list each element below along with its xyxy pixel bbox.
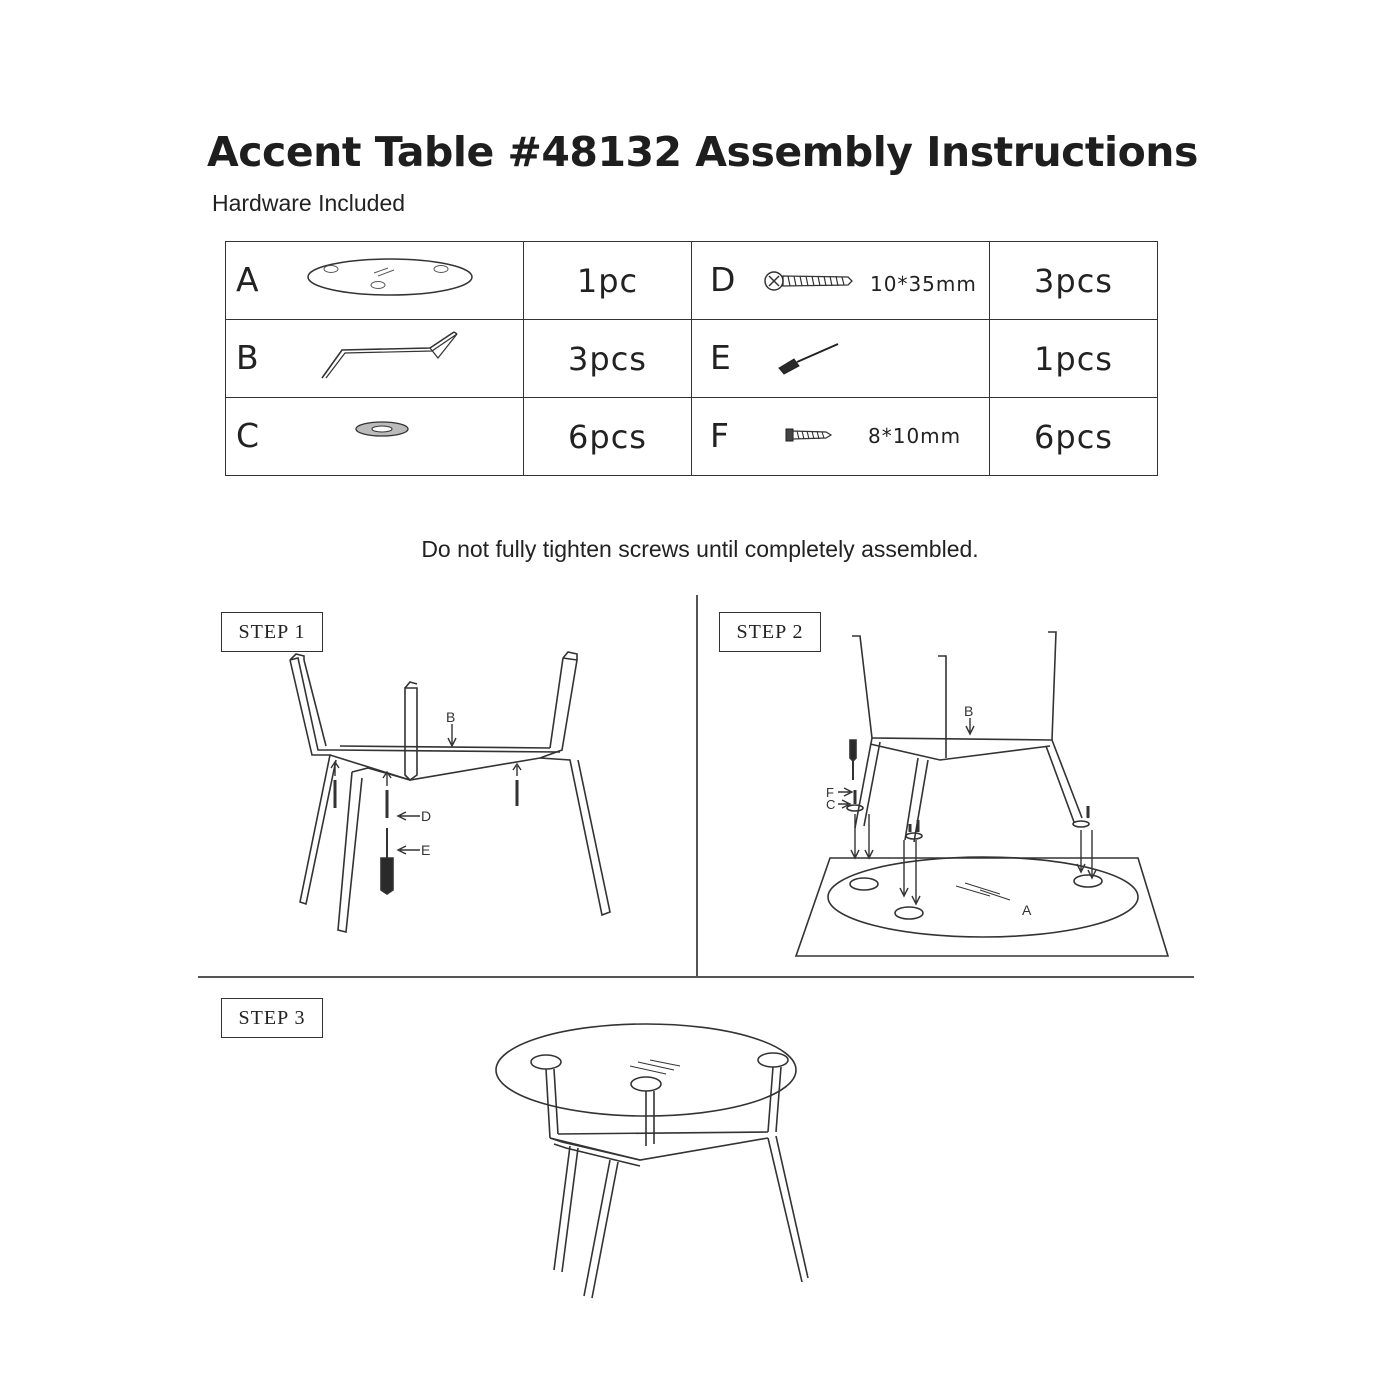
- hardware-table: [225, 241, 1158, 476]
- washer-icon: [354, 420, 410, 438]
- part-letter: B: [236, 338, 259, 377]
- part-qty: 3pcs: [990, 242, 1158, 320]
- vertical-divider: [696, 595, 698, 977]
- table-row: [226, 242, 1158, 320]
- leg-frame-icon: [318, 328, 468, 380]
- part-cell: [692, 320, 990, 398]
- callout-label: E: [421, 842, 431, 858]
- part-cell: [226, 398, 524, 476]
- part-cell: [692, 398, 990, 476]
- part-letter: C: [236, 416, 260, 455]
- long-screw-icon: [764, 268, 856, 294]
- part-qty: 1pc: [524, 242, 692, 320]
- part-letter: E: [710, 338, 731, 377]
- step-3-label: STEP 3: [221, 998, 323, 1038]
- callout-label: F: [826, 785, 834, 800]
- callout-label: B: [446, 709, 456, 725]
- part-letter: A: [236, 260, 259, 299]
- part-cell: [226, 242, 524, 320]
- part-qty: 6pcs: [524, 398, 692, 476]
- callout-label: A: [1022, 902, 1032, 918]
- part-qty: 1pcs: [990, 320, 1158, 398]
- horizontal-divider: [198, 976, 1194, 978]
- table-row: [226, 398, 1158, 476]
- part-letter: F: [710, 416, 729, 455]
- step-1-illustration: [260, 640, 660, 950]
- part-qty: 3pcs: [524, 320, 692, 398]
- step-2-illustration: [790, 628, 1180, 960]
- glass-tabletop-icon: [306, 256, 476, 298]
- part-size: 10*35mm: [870, 272, 977, 296]
- step-1-label: STEP 1: [221, 612, 323, 652]
- part-cell: [692, 242, 990, 320]
- hardware-heading: Hardware Included: [212, 190, 406, 216]
- assembly-note: Do not fully tighten screws until completely assembled.: [421, 536, 979, 562]
- callout-label: C: [826, 797, 836, 812]
- callout-label: D: [421, 808, 432, 824]
- part-letter: D: [710, 260, 736, 299]
- short-screw-icon: [784, 426, 834, 444]
- part-cell: [226, 320, 524, 398]
- screwdriver-icon: [776, 340, 842, 376]
- part-size: 8*10mm: [868, 424, 962, 448]
- callout-label: B: [964, 703, 974, 719]
- step-3-illustration: [490, 1020, 810, 1300]
- page-title: Accent Table #48132 Assembly Instructions: [207, 128, 1198, 176]
- step-2-label: STEP 2: [719, 612, 821, 652]
- part-qty: 6pcs: [990, 398, 1158, 476]
- table-row: [226, 320, 1158, 398]
